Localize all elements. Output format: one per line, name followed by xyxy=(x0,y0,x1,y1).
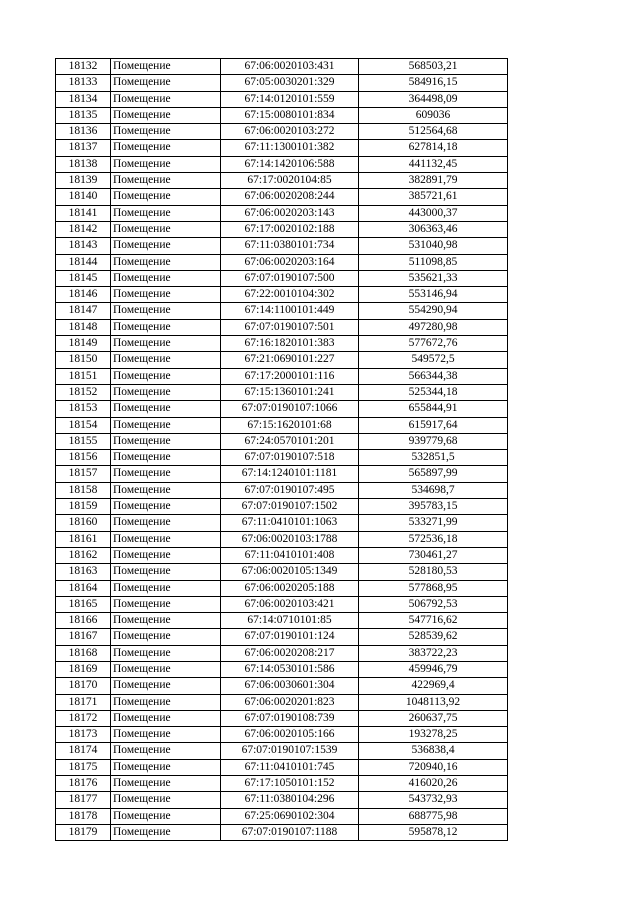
row-number-cell: 18152 xyxy=(56,384,111,400)
row-number-cell: 18157 xyxy=(56,466,111,482)
cadastral-number-cell: 67:06:0020201:823 xyxy=(221,694,359,710)
row-number-cell: 18153 xyxy=(56,401,111,417)
table-row xyxy=(56,221,508,237)
object-type-cell: Помещение xyxy=(111,743,221,759)
row-number-cell: 18172 xyxy=(56,710,111,726)
table-row xyxy=(56,547,508,563)
object-type-cell: Помещение xyxy=(111,336,221,352)
cadastral-value-cell: 364498,09 xyxy=(359,91,508,107)
cadastral-number-cell: 67:06:0020105:1349 xyxy=(221,564,359,580)
table-row xyxy=(56,270,508,286)
row-number-cell: 18139 xyxy=(56,173,111,189)
object-type-cell: Помещение xyxy=(111,433,221,449)
object-type-cell: Помещение xyxy=(111,596,221,612)
cadastral-number-cell: 67:07:0190107:1066 xyxy=(221,401,359,417)
row-number-cell: 18174 xyxy=(56,743,111,759)
object-type-cell: Помещение xyxy=(111,417,221,433)
row-number-cell: 18147 xyxy=(56,303,111,319)
cadastral-number-cell: 67:25:0690102:304 xyxy=(221,808,359,824)
cadastral-number-cell: 67:11:0410101:1063 xyxy=(221,515,359,531)
cadastral-number-cell: 67:11:0380104:296 xyxy=(221,792,359,808)
object-type-cell: Помещение xyxy=(111,156,221,172)
row-number-cell: 18173 xyxy=(56,727,111,743)
cadastral-value-cell: 459946,79 xyxy=(359,661,508,677)
cadastral-value-cell: 627814,18 xyxy=(359,140,508,156)
cadastral-number-cell: 67:06:0020205:188 xyxy=(221,580,359,596)
cadastral-number-cell: 67:07:0190108:739 xyxy=(221,710,359,726)
row-number-cell: 18140 xyxy=(56,189,111,205)
object-type-cell: Помещение xyxy=(111,205,221,221)
cadastral-value-cell: 441132,45 xyxy=(359,156,508,172)
cadastral-value-cell: 497280,98 xyxy=(359,319,508,335)
cadastral-value-cell: 549572,5 xyxy=(359,352,508,368)
table-row xyxy=(56,368,508,384)
cadastral-number-cell: 67:15:1360101:241 xyxy=(221,384,359,400)
object-type-cell: Помещение xyxy=(111,75,221,91)
cadastral-value-cell: 1048113,92 xyxy=(359,694,508,710)
table-row xyxy=(56,743,508,759)
table-row xyxy=(56,303,508,319)
table-row xyxy=(56,499,508,515)
cadastral-number-cell: 67:07:0190107:1188 xyxy=(221,824,359,840)
cadastral-number-cell: 67:05:0030201:329 xyxy=(221,75,359,91)
table-row xyxy=(56,140,508,156)
object-type-cell: Помещение xyxy=(111,173,221,189)
cadastral-value-cell: 532851,5 xyxy=(359,450,508,466)
row-number-cell: 18159 xyxy=(56,499,111,515)
object-type-cell: Помещение xyxy=(111,580,221,596)
object-type-cell: Помещение xyxy=(111,727,221,743)
row-number-cell: 18169 xyxy=(56,661,111,677)
object-type-cell: Помещение xyxy=(111,107,221,123)
cadastral-value-cell: 306363,46 xyxy=(359,221,508,237)
cadastral-number-cell: 67:14:1420106:588 xyxy=(221,156,359,172)
object-type-cell: Помещение xyxy=(111,319,221,335)
row-number-cell: 18168 xyxy=(56,645,111,661)
row-number-cell: 18148 xyxy=(56,319,111,335)
cadastral-value-cell: 577868,95 xyxy=(359,580,508,596)
table-row xyxy=(56,645,508,661)
table-row xyxy=(56,59,508,75)
table-row xyxy=(56,596,508,612)
cadastral-value-cell: 566344,38 xyxy=(359,368,508,384)
cadastral-number-cell: 67:14:1240101:1181 xyxy=(221,466,359,482)
row-number-cell: 18151 xyxy=(56,368,111,384)
table-row xyxy=(56,531,508,547)
table-row xyxy=(56,564,508,580)
row-number-cell: 18176 xyxy=(56,776,111,792)
cadastral-value-cell: 525344,18 xyxy=(359,384,508,400)
row-number-cell: 18161 xyxy=(56,531,111,547)
table-row xyxy=(56,173,508,189)
object-type-cell: Помещение xyxy=(111,499,221,515)
object-type-cell: Помещение xyxy=(111,613,221,629)
cadastral-number-cell: 67:16:1820101:383 xyxy=(221,336,359,352)
object-type-cell: Помещение xyxy=(111,531,221,547)
object-type-cell: Помещение xyxy=(111,466,221,482)
cadastral-value-cell: 193278,25 xyxy=(359,727,508,743)
table-row xyxy=(56,515,508,531)
row-number-cell: 18165 xyxy=(56,596,111,612)
object-type-cell: Помещение xyxy=(111,482,221,498)
cadastral-number-cell: 67:11:1300101:382 xyxy=(221,140,359,156)
cadastral-value-cell: 655844,91 xyxy=(359,401,508,417)
cadastral-number-cell: 67:06:0020208:244 xyxy=(221,189,359,205)
table-row xyxy=(56,482,508,498)
table-row xyxy=(56,384,508,400)
table-row xyxy=(56,238,508,254)
object-type-cell: Помещение xyxy=(111,303,221,319)
cadastral-number-cell: 67:06:0020105:166 xyxy=(221,727,359,743)
object-type-cell: Помещение xyxy=(111,515,221,531)
row-number-cell: 18164 xyxy=(56,580,111,596)
object-type-cell: Помещение xyxy=(111,287,221,303)
cadastral-number-cell: 67:07:0190101:124 xyxy=(221,629,359,645)
row-number-cell: 18154 xyxy=(56,417,111,433)
cadastral-number-cell: 67:06:0020203:143 xyxy=(221,205,359,221)
table-row xyxy=(56,710,508,726)
table-row xyxy=(56,189,508,205)
row-number-cell: 18133 xyxy=(56,75,111,91)
cadastral-number-cell: 67:06:0020208:217 xyxy=(221,645,359,661)
table-row xyxy=(56,417,508,433)
cadastral-number-cell: 67:06:0020103:272 xyxy=(221,124,359,140)
table-body xyxy=(56,59,508,841)
cadastral-value-cell: 547716,62 xyxy=(359,613,508,629)
row-number-cell: 18160 xyxy=(56,515,111,531)
table-row xyxy=(56,287,508,303)
object-type-cell: Помещение xyxy=(111,759,221,775)
object-type-cell: Помещение xyxy=(111,189,221,205)
cadastral-value-cell: 395783,15 xyxy=(359,499,508,515)
row-number-cell: 18138 xyxy=(56,156,111,172)
table-row xyxy=(56,319,508,335)
cadastral-number-cell: 67:17:1050101:152 xyxy=(221,776,359,792)
table-row xyxy=(56,124,508,140)
cadastral-value-cell: 528180,53 xyxy=(359,564,508,580)
cadastral-number-cell: 67:06:0020103:1788 xyxy=(221,531,359,547)
object-type-cell: Помещение xyxy=(111,384,221,400)
object-type-cell: Помещение xyxy=(111,368,221,384)
table-row xyxy=(56,824,508,840)
cadastral-value-cell: 595878,12 xyxy=(359,824,508,840)
row-number-cell: 18178 xyxy=(56,808,111,824)
table-row xyxy=(56,629,508,645)
table-row xyxy=(56,808,508,824)
cadastral-number-cell: 67:15:1620101:68 xyxy=(221,417,359,433)
row-number-cell: 18143 xyxy=(56,238,111,254)
object-type-cell: Помещение xyxy=(111,59,221,75)
cadastral-number-cell: 67:07:0190107:500 xyxy=(221,270,359,286)
object-type-cell: Помещение xyxy=(111,547,221,563)
cadastral-value-cell: 609036 xyxy=(359,107,508,123)
cadastral-number-cell: 67:22:0010104:302 xyxy=(221,287,359,303)
row-number-cell: 18171 xyxy=(56,694,111,710)
table-row xyxy=(56,205,508,221)
object-type-cell: Помещение xyxy=(111,91,221,107)
table-row xyxy=(56,580,508,596)
cadastral-value-cell: 416020,26 xyxy=(359,776,508,792)
cadastral-value-cell: 422969,4 xyxy=(359,678,508,694)
object-type-cell: Помещение xyxy=(111,645,221,661)
cadastral-number-cell: 67:06:0020103:421 xyxy=(221,596,359,612)
object-type-cell: Помещение xyxy=(111,694,221,710)
cadastral-number-cell: 67:17:0020104:85 xyxy=(221,173,359,189)
cadastral-value-cell: 443000,37 xyxy=(359,205,508,221)
table-row xyxy=(56,352,508,368)
cadastral-number-cell: 67:17:2000101:116 xyxy=(221,368,359,384)
row-number-cell: 18162 xyxy=(56,547,111,563)
row-number-cell: 18146 xyxy=(56,287,111,303)
object-type-cell: Помещение xyxy=(111,824,221,840)
row-number-cell: 18135 xyxy=(56,107,111,123)
object-type-cell: Помещение xyxy=(111,776,221,792)
table-row xyxy=(56,107,508,123)
row-number-cell: 18155 xyxy=(56,433,111,449)
cadastral-value-cell: 511098,85 xyxy=(359,254,508,270)
cadastral-number-cell: 67:14:0120101:559 xyxy=(221,91,359,107)
cadastral-value-cell: 543732,93 xyxy=(359,792,508,808)
cadastral-value-cell: 260637,75 xyxy=(359,710,508,726)
cadastral-number-cell: 67:15:0080101:834 xyxy=(221,107,359,123)
row-number-cell: 18163 xyxy=(56,564,111,580)
object-type-cell: Помещение xyxy=(111,221,221,237)
row-number-cell: 18167 xyxy=(56,629,111,645)
cadastral-value-cell: 534698,7 xyxy=(359,482,508,498)
object-type-cell: Помещение xyxy=(111,450,221,466)
object-type-cell: Помещение xyxy=(111,238,221,254)
row-number-cell: 18137 xyxy=(56,140,111,156)
row-number-cell: 18149 xyxy=(56,336,111,352)
property-registry-table xyxy=(55,58,508,841)
cadastral-number-cell: 67:14:0710101:85 xyxy=(221,613,359,629)
cadastral-number-cell: 67:14:1100101:449 xyxy=(221,303,359,319)
row-number-cell: 18177 xyxy=(56,792,111,808)
object-type-cell: Помещение xyxy=(111,792,221,808)
cadastral-number-cell: 67:11:0410101:408 xyxy=(221,547,359,563)
object-type-cell: Помещение xyxy=(111,808,221,824)
cadastral-value-cell: 615917,64 xyxy=(359,417,508,433)
cadastral-number-cell: 67:07:0190107:1539 xyxy=(221,743,359,759)
cadastral-number-cell: 67:06:0030601:304 xyxy=(221,678,359,694)
row-number-cell: 18132 xyxy=(56,59,111,75)
table-row xyxy=(56,759,508,775)
table-row xyxy=(56,433,508,449)
cadastral-number-cell: 67:06:0020203:164 xyxy=(221,254,359,270)
table-row xyxy=(56,792,508,808)
object-type-cell: Помещение xyxy=(111,564,221,580)
object-type-cell: Помещение xyxy=(111,140,221,156)
object-type-cell: Помещение xyxy=(111,678,221,694)
row-number-cell: 18134 xyxy=(56,91,111,107)
cadastral-value-cell: 939779,68 xyxy=(359,433,508,449)
row-number-cell: 18158 xyxy=(56,482,111,498)
table-row xyxy=(56,450,508,466)
cadastral-number-cell: 67:11:0380101:734 xyxy=(221,238,359,254)
row-number-cell: 18141 xyxy=(56,205,111,221)
cadastral-number-cell: 67:21:0690101:227 xyxy=(221,352,359,368)
cadastral-number-cell: 67:17:0020102:188 xyxy=(221,221,359,237)
cadastral-number-cell: 67:14:0530101:586 xyxy=(221,661,359,677)
table-row xyxy=(56,613,508,629)
table-row xyxy=(56,156,508,172)
cadastral-value-cell: 535621,33 xyxy=(359,270,508,286)
row-number-cell: 18144 xyxy=(56,254,111,270)
cadastral-value-cell: 577672,76 xyxy=(359,336,508,352)
cadastral-value-cell: 720940,16 xyxy=(359,759,508,775)
table-row xyxy=(56,661,508,677)
table-row xyxy=(56,694,508,710)
object-type-cell: Помещение xyxy=(111,661,221,677)
cadastral-value-cell: 383722,23 xyxy=(359,645,508,661)
cadastral-value-cell: 688775,98 xyxy=(359,808,508,824)
cadastral-value-cell: 554290,94 xyxy=(359,303,508,319)
cadastral-value-cell: 385721,61 xyxy=(359,189,508,205)
cadastral-value-cell: 533271,99 xyxy=(359,515,508,531)
cadastral-value-cell: 382891,79 xyxy=(359,173,508,189)
cadastral-value-cell: 506792,53 xyxy=(359,596,508,612)
row-number-cell: 18150 xyxy=(56,352,111,368)
table-row xyxy=(56,678,508,694)
cadastral-value-cell: 572536,18 xyxy=(359,531,508,547)
cadastral-value-cell: 512564,68 xyxy=(359,124,508,140)
cadastral-number-cell: 67:06:0020103:431 xyxy=(221,59,359,75)
table-row xyxy=(56,727,508,743)
row-number-cell: 18166 xyxy=(56,613,111,629)
cadastral-number-cell: 67:24:0570101:201 xyxy=(221,433,359,449)
row-number-cell: 18175 xyxy=(56,759,111,775)
cadastral-number-cell: 67:07:0190107:518 xyxy=(221,450,359,466)
table-row xyxy=(56,75,508,91)
cadastral-value-cell: 536838,4 xyxy=(359,743,508,759)
cadastral-number-cell: 67:07:0190107:501 xyxy=(221,319,359,335)
cadastral-value-cell: 553146,94 xyxy=(359,287,508,303)
table-row xyxy=(56,401,508,417)
cadastral-value-cell: 565897,99 xyxy=(359,466,508,482)
object-type-cell: Помещение xyxy=(111,270,221,286)
cadastral-number-cell: 67:11:0410101:745 xyxy=(221,759,359,775)
cadastral-value-cell: 584916,15 xyxy=(359,75,508,91)
table-row xyxy=(56,91,508,107)
row-number-cell: 18156 xyxy=(56,450,111,466)
table-row xyxy=(56,466,508,482)
table-row xyxy=(56,336,508,352)
object-type-cell: Помещение xyxy=(111,254,221,270)
table-row xyxy=(56,254,508,270)
object-type-cell: Помещение xyxy=(111,124,221,140)
table-row xyxy=(56,776,508,792)
row-number-cell: 18170 xyxy=(56,678,111,694)
cadastral-number-cell: 67:07:0190107:495 xyxy=(221,482,359,498)
cadastral-value-cell: 528539,62 xyxy=(359,629,508,645)
cadastral-value-cell: 531040,98 xyxy=(359,238,508,254)
cadastral-value-cell: 568503,21 xyxy=(359,59,508,75)
cadastral-value-cell: 730461,27 xyxy=(359,547,508,563)
row-number-cell: 18145 xyxy=(56,270,111,286)
cadastral-number-cell: 67:07:0190107:1502 xyxy=(221,499,359,515)
row-number-cell: 18136 xyxy=(56,124,111,140)
object-type-cell: Помещение xyxy=(111,710,221,726)
object-type-cell: Помещение xyxy=(111,629,221,645)
row-number-cell: 18179 xyxy=(56,824,111,840)
row-number-cell: 18142 xyxy=(56,221,111,237)
object-type-cell: Помещение xyxy=(111,401,221,417)
object-type-cell: Помещение xyxy=(111,352,221,368)
